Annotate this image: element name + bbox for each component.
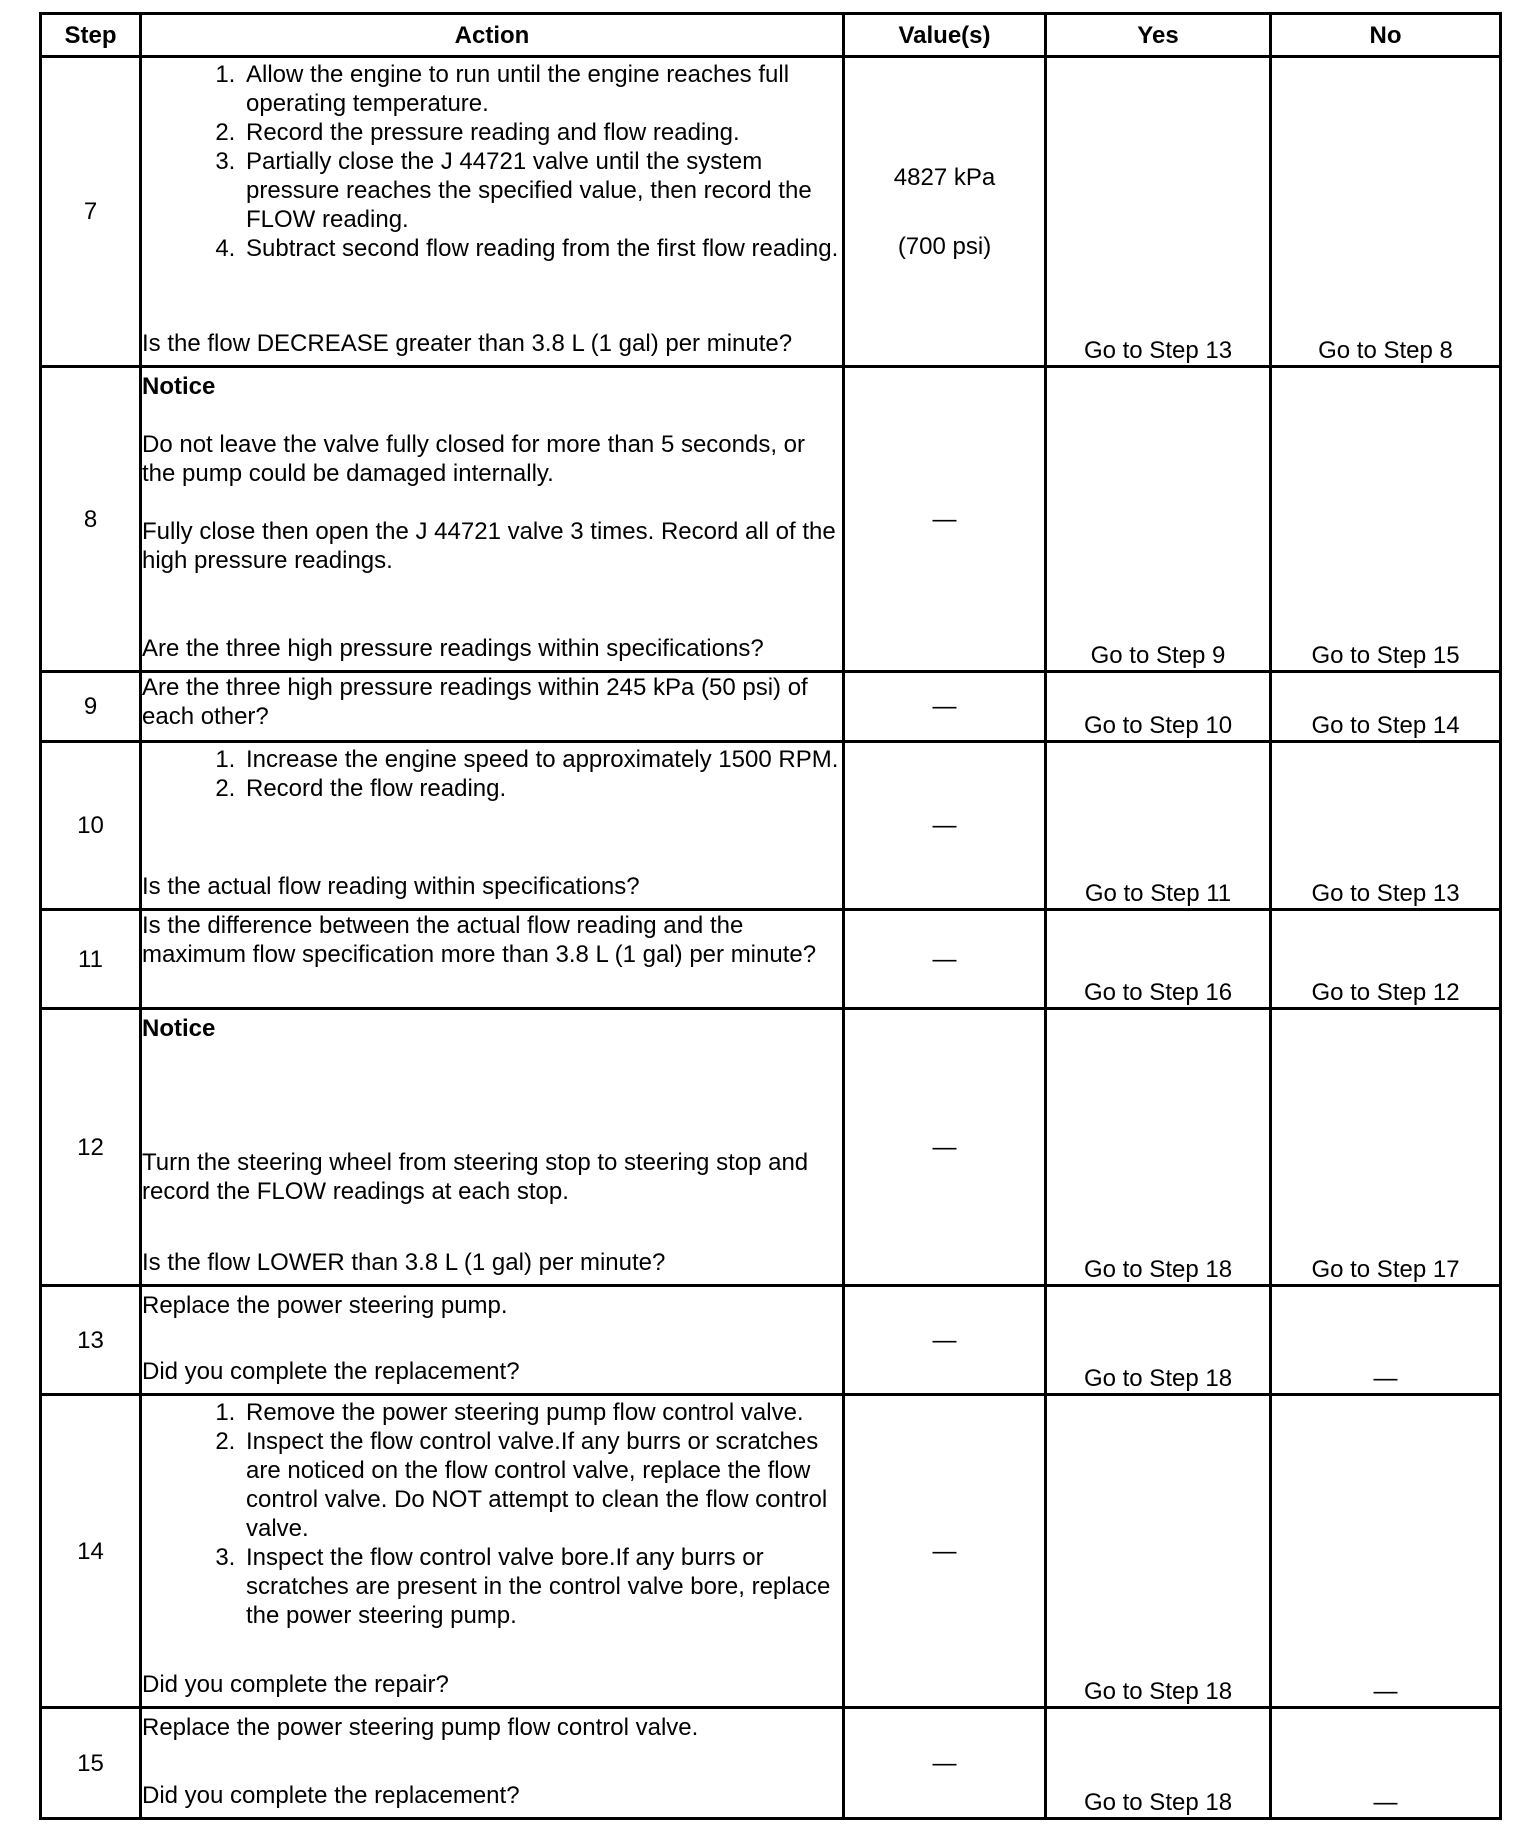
table-row-step-13 <box>41 1286 1501 1395</box>
yes-cell: Go to Step 13 <box>1046 57 1271 367</box>
no-cell: Go to Step 15 <box>1271 367 1501 672</box>
table-row-step-7 <box>41 57 1501 367</box>
yes-cell: Go to Step 9 <box>1046 367 1271 672</box>
notice-heading: Notice <box>142 1015 216 1042</box>
action-text: Replace the power steering pump. <box>142 1292 508 1319</box>
action-question: Is the flow DECREASE greater than 3.8 L (1 gal) per minute? <box>142 330 793 357</box>
yes-cell: Go to Step 18 <box>1046 1286 1271 1395</box>
yes-cell: Go to Step 18 <box>1046 1009 1271 1286</box>
action-step: 4. Subtract second flow reading from the first flow reading. <box>242 234 842 263</box>
action-step: 1. Increase the engine speed to approximately 1500 RPM. <box>242 745 842 774</box>
no-cell: — <box>1271 1395 1501 1708</box>
value-cell: — <box>844 1395 1046 1708</box>
no-cell: — <box>1271 1708 1501 1819</box>
yes-cell: Go to Step 10 <box>1046 672 1271 742</box>
value-cell: — <box>844 1708 1046 1819</box>
notice-heading: Notice <box>142 373 216 400</box>
value-cell <box>844 57 1046 367</box>
table-row-step-12 <box>41 1009 1501 1286</box>
step-number: 14 <box>41 1395 141 1708</box>
action-text: Replace the power steering pump flow control valve. <box>142 1714 699 1741</box>
header-yes: Yes <box>1046 14 1271 57</box>
action-steps-list <box>142 1398 842 1630</box>
action-cell <box>141 910 844 1009</box>
action-cell <box>141 1009 844 1286</box>
yes-cell: Go to Step 18 <box>1046 1708 1271 1819</box>
step-number: 11 <box>41 910 141 1009</box>
yes-cell: Go to Step 11 <box>1046 742 1271 910</box>
value-cell: — <box>844 367 1046 672</box>
action-steps-list <box>142 745 842 803</box>
diagnostic-procedure-table <box>39 12 1502 1820</box>
action-step: 2. Inspect the flow control valve.If any burrs or scratches are noticed on the flow control valve, replace the flow control valve. Do NOT attempt to clean the flow control valve. <box>242 1427 842 1543</box>
value-cell: — <box>844 672 1046 742</box>
action-step: 1. Remove the power steering pump flow control valve. <box>242 1398 842 1427</box>
step-number: 8 <box>41 367 141 672</box>
action-question: Are the three high pressure readings within 245 kPa (50 psi) of each other? <box>142 674 808 730</box>
no-cell: Go to Step 14 <box>1271 672 1501 742</box>
action-cell <box>141 1286 844 1395</box>
header-row <box>41 14 1501 57</box>
action-question: Is the difference between the actual flow reading and the maximum flow specification more than 3.8 L (1 gal) per minute? <box>142 912 817 968</box>
action-step: 3. Inspect the flow control valve bore.If any burrs or scratches are present in the control valve bore, replace the power steering pump. <box>242 1543 842 1630</box>
value-cell: — <box>844 910 1046 1009</box>
table-row-step-10 <box>41 742 1501 910</box>
header-action: Action <box>141 14 844 57</box>
header-values: Value(s) <box>844 14 1046 57</box>
action-question: Is the actual flow reading within specifications? <box>142 873 640 900</box>
no-cell: Go to Step 17 <box>1271 1009 1501 1286</box>
no-cell: Go to Step 8 <box>1271 57 1501 367</box>
action-cell <box>141 57 844 367</box>
action-question: Did you complete the replacement? <box>142 1358 520 1385</box>
value-imperial: (700 psi) <box>897 232 992 260</box>
no-cell: — <box>1271 1286 1501 1395</box>
action-text: Turn the steering wheel from steering stop to steering stop and record the FLOW readings at each stop. <box>142 1149 809 1205</box>
yes-cell: Go to Step 18 <box>1046 1395 1271 1708</box>
step-number: 7 <box>41 57 141 367</box>
table-row-step-11 <box>41 910 1501 1009</box>
action-question: Are the three high pressure readings within specifications? <box>142 635 764 662</box>
value-cell: — <box>844 1009 1046 1286</box>
header-step: Step <box>41 14 141 57</box>
notice-text: Do not leave the valve fully closed for more than 5 seconds, or the pump could be damaged internally. <box>142 431 806 487</box>
value-cell: — <box>844 742 1046 910</box>
action-cell <box>141 742 844 910</box>
action-cell <box>141 672 844 742</box>
action-step: 2. Record the pressure reading and flow reading. <box>242 118 842 147</box>
step-number: 15 <box>41 1708 141 1819</box>
value-cell: — <box>844 1286 1046 1395</box>
value-metric: 4827 kPa <box>893 163 996 191</box>
action-text: Fully close then open the J 44721 valve 3 times. Record all of the high pressure readings. <box>142 518 836 574</box>
table-row-step-15 <box>41 1708 1501 1819</box>
yes-cell: Go to Step 16 <box>1046 910 1271 1009</box>
action-step: 2. Record the flow reading. <box>242 774 842 803</box>
action-cell <box>141 1395 844 1708</box>
action-cell <box>141 1708 844 1819</box>
action-question: Did you complete the replacement? <box>142 1782 520 1809</box>
action-steps-list <box>142 60 842 263</box>
no-cell: Go to Step 12 <box>1271 910 1501 1009</box>
table-row-step-14 <box>41 1395 1501 1708</box>
action-question: Did you complete the repair? <box>142 1671 449 1698</box>
action-cell <box>141 367 844 672</box>
header-no: No <box>1271 14 1501 57</box>
step-number: 10 <box>41 742 141 910</box>
table-row-step-9 <box>41 672 1501 742</box>
step-number: 12 <box>41 1009 141 1286</box>
action-question: Is the flow LOWER than 3.8 L (1 gal) per minute? <box>142 1249 666 1276</box>
action-step: 1. Allow the engine to run until the engine reaches full operating temperature. <box>242 60 842 118</box>
no-cell: Go to Step 13 <box>1271 742 1501 910</box>
step-number: 9 <box>41 672 141 742</box>
step-number: 13 <box>41 1286 141 1395</box>
action-step: 3. Partially close the J 44721 valve until the system pressure reaches the specified value, then record the FLOW reading. <box>242 147 842 234</box>
table-row-step-8 <box>41 367 1501 672</box>
